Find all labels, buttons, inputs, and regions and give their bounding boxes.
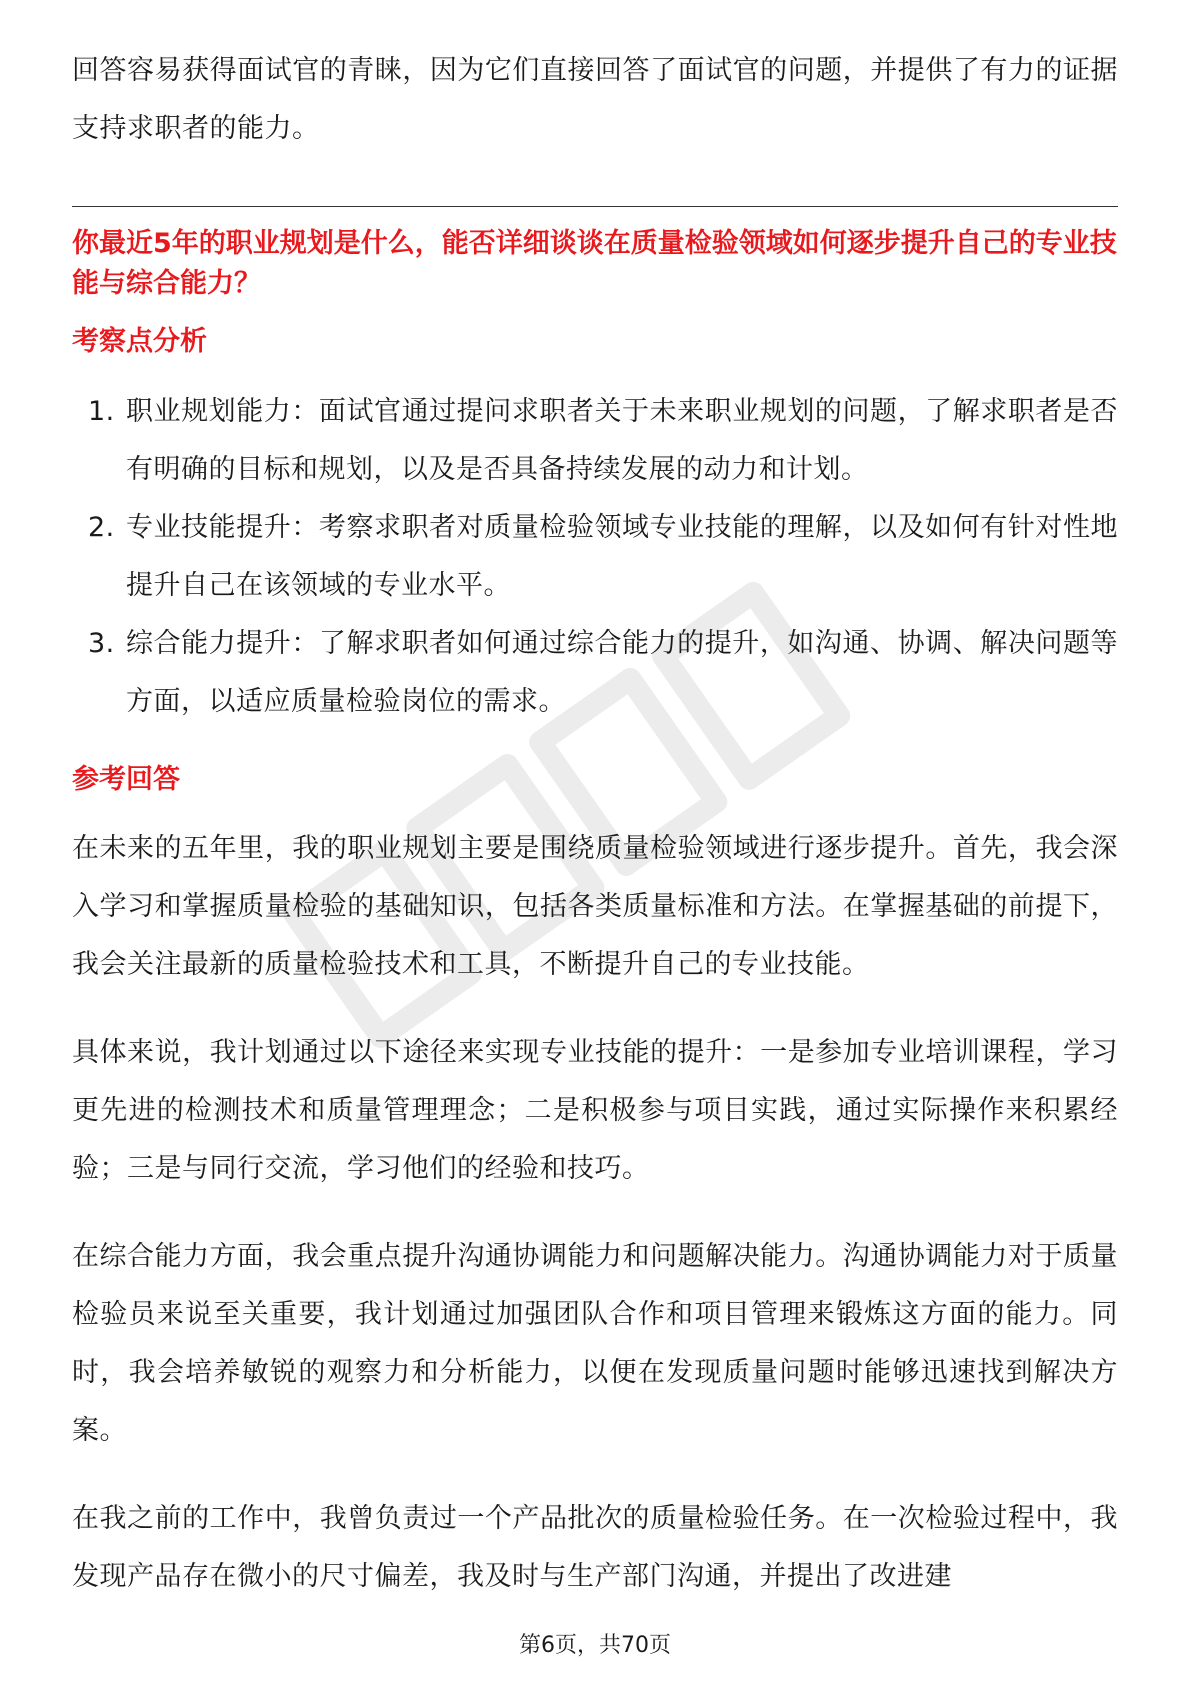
answer-paragraph: 在我之前的工作中，我曾负责过一个产品批次的质量检验任务。在一次检验过程中，我发现产品存在微小的尺寸偏差，我及时与生产部门沟通，并提出了改进建: [72, 1503, 1118, 1592]
analysis-item-text: 职业规划能力：面试官通过提问求职者关于未来职业规划的问题，了解求职者是否有明确的目标和规划，以及是否具备持续发展的动力和计划。: [126, 396, 1118, 485]
section-divider: [72, 206, 1118, 207]
analysis-list: [72, 383, 1118, 731]
analysis-item-text: 综合能力提升：了解求职者如何通过综合能力的提升，如沟通、协调、解决问题等方面，以适应质量检验岗位的需求。: [126, 628, 1118, 717]
analysis-item: [72, 615, 1118, 731]
intro-paragraph: 回答容易获得面试官的青睐，因为它们直接回答了面试官的问题，并提供了有力的证据支持求职者的能力。: [72, 55, 1118, 144]
interview-question: 你最近5年的职业规划是什么，能否详细谈谈在质量检验领域如何逐步提升自己的专业技能与综合能力？: [72, 228, 1117, 299]
answer-paragraph: 具体来说，我计划通过以下途径来实现专业技能的提升：一是参加专业培训课程，学习更先进的检测技术和质量管理理念；二是积极参与项目实践，通过实际操作来积累经验；三是与同行交流，学习他们的经验和技巧。: [72, 1037, 1118, 1184]
analysis-item: [72, 499, 1118, 615]
answer-heading: 参考回答: [72, 764, 180, 795]
analysis-heading: 考察点分析: [72, 326, 207, 357]
analysis-item-text: 专业技能提升：考察求职者对质量检验领域专业技能的理解，以及如何有针对性地提升自己在该领域的专业水平。: [126, 512, 1118, 601]
page-footer: 第6页，共70页: [519, 1633, 671, 1658]
analysis-item-number: 2.: [88, 512, 115, 543]
answer-paragraph: 在未来的五年里，我的职业规划主要是围绕质量检验领域进行逐步提升。首先，我会深入学习和掌握质量检验的基础知识，包括各类质量标准和方法。在掌握基础的前提下，我会关注最新的质量检验技术和工具，不断提升自己的专业技能。: [72, 833, 1118, 980]
answer-paragraph: 在综合能力方面，我会重点提升沟通协调能力和问题解决能力。沟通协调能力对于质量检验员来说至关重要，我计划通过加强团队合作和项目管理来锻炼这方面的能力。同时，我会培养敏锐的观察力和分析能力，以便在发现质量问题时能够迅速找到解决方案。: [72, 1241, 1118, 1446]
analysis-item: [72, 383, 1118, 499]
analysis-item-number: 3.: [88, 628, 115, 659]
answer-body: [72, 820, 1118, 1636]
analysis-item-number: 1.: [88, 396, 115, 427]
